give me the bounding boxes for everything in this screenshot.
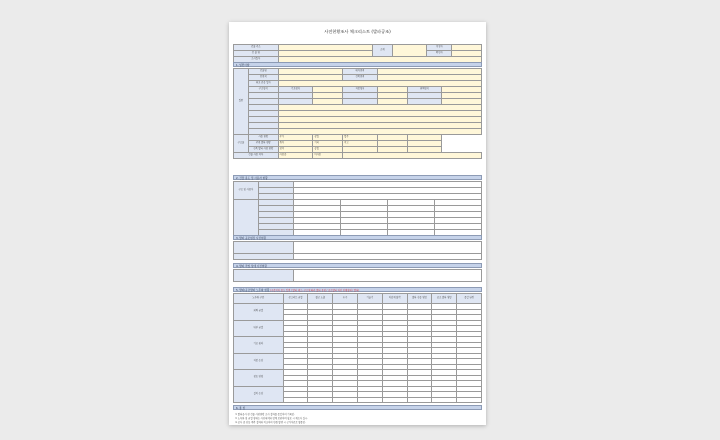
row-label: 지붕 손상 [234,353,284,370]
column-header: 누수 [333,294,358,304]
option-box[interactable]: 업무 [343,135,378,141]
row-label: 신축 발파 사용 현황 [248,147,278,153]
row-label: 기초 침하 [234,337,284,354]
check-cell[interactable] [308,397,333,403]
option-box[interactable]: 상업 [313,135,343,141]
summary-line: ① 발파공사 전 건물 사전현황 조사 결과를 종합하여 기록함. [235,413,295,416]
row-label: 주변 발파 현황 [248,141,278,147]
option-box[interactable]: 주거 [278,135,313,141]
check-cell[interactable] [357,397,382,403]
row-label: 대지면적 [343,69,378,75]
option-box[interactable]: 공법 [313,147,343,153]
building-name-label: 건 물 명 [234,51,279,57]
option-box[interactable] [343,153,482,159]
group-usage: 구조 및 사용자 [234,182,259,200]
section-1-header: 1. 일반사항 [233,62,482,67]
row-label: 외벽형식 [407,87,442,93]
document-title: 사전현황조사 체크리스트 (발파공조) [324,29,391,34]
survey-date-label: 조사일자 [234,57,279,63]
section-5-table [233,293,482,403]
location-value[interactable] [392,45,427,57]
row-label: 최초 준공 일자 [248,81,278,87]
row-label [234,254,294,260]
option-box[interactable]: 거리 [313,141,343,147]
group-general: 일반 [234,69,249,135]
section-2-header: 2. 건물 용도 및 사용자 현황 [233,175,482,180]
section-6-header: 6. 종 합 [233,405,482,410]
address-label: 건물 주소 [234,45,279,51]
row-label: 기초형식 [278,87,313,93]
column-header: 노후화 구분 [234,294,284,304]
row-label: 건축면적 [343,75,378,81]
cell-input[interactable] [293,242,481,254]
option-box[interactable]: 위치 [278,141,313,147]
column-header: 공조 발파 영향 [432,294,457,304]
row-label [234,270,294,282]
column-header: 발파 진동 영향 [407,294,432,304]
column-header: 종합 판정 [457,294,482,304]
check-cell[interactable] [432,397,457,403]
option-box[interactable]: 비고 [343,141,378,147]
row-label: 건물명 [248,69,278,75]
check-cell[interactable] [382,397,407,403]
location-label: 소재 [372,45,392,57]
group-label [234,200,259,236]
option-box[interactable]: 장비 [278,147,313,153]
cell-input[interactable] [293,254,481,260]
cell-input[interactable] [293,270,481,282]
section-3-header: 3. 발파 공조현장 사전현황 [233,235,482,240]
section-1-table [233,68,482,159]
column-header: 콘크리트 균열 [283,294,308,304]
row-label: 건물 사용 여부 [234,153,279,159]
section-4-header: 4. 발파 작업 상태 사전현황 [233,263,482,268]
row-label: 설비 손상 [234,386,284,403]
group-structure: 구조물 [234,135,249,153]
row-label: 연면적 [248,75,278,81]
check-cell[interactable] [407,397,432,403]
row-label: 사용 현황 [248,135,278,141]
writer-label: 작성자 [427,45,452,51]
column-header: 마감재 탈락 [382,294,407,304]
row-label: 구조형식 [248,87,278,93]
confirmer-label: 확인자 [427,51,452,57]
row-label: 외벽 균열 [234,304,284,321]
section-5-title: 5. 발파/공조발파 노후화 현황 [236,289,270,292]
row-label [234,242,294,254]
section-5-note: (구분지어 용도 입력 / 발파 체크, 구조에 따라 발파 유형 / 공조발파 하단 진행상태 / 발파) [270,289,360,292]
section-4-table [233,269,482,282]
section-2-table [233,181,482,236]
row-label: 지붕형식 [343,87,378,93]
check-cell[interactable] [457,397,482,403]
header-block [233,44,482,63]
option-box[interactable]: 사용중 [278,153,313,159]
document-page [229,22,486,425]
section-5-header [233,287,482,292]
column-header: 철근 노출 [308,294,333,304]
summary-line: ③ 공사 중 진동 계측 결과와 비교하여 민원 발생 시 근거자료로 활용함. [235,421,306,424]
row-label: 내부 균열 [234,320,284,337]
check-cell[interactable] [333,397,358,403]
row-label: 창호 변형 [234,370,284,387]
summary-line: ② 노후화 및 균열 상태는 사진대지와 함께 보관하며 필요 시 재조사 실시. [235,417,308,420]
check-cell[interactable] [283,397,308,403]
column-header: 기울기 [357,294,382,304]
section-3-table [233,241,482,260]
option-box[interactable]: 미사용 [313,153,343,159]
